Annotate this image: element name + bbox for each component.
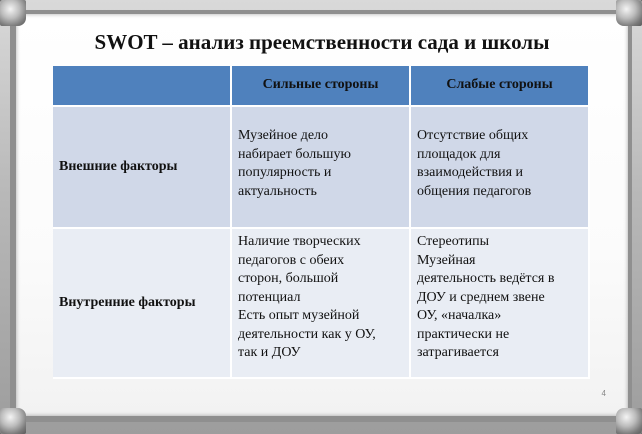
header-weaknesses: Слабые стороны xyxy=(410,66,589,106)
text-line: педагогов с обеих xyxy=(238,252,345,268)
row-label-external: Внешние факторы xyxy=(53,106,231,228)
table-header-row xyxy=(53,66,589,106)
cell-external-strengths xyxy=(231,106,410,228)
text-line: деятельности как у ОУ, xyxy=(238,326,376,342)
swot-table xyxy=(53,66,590,379)
text-line: общения педагогов xyxy=(417,183,532,199)
text-line: ДОУ и среднем звене xyxy=(417,289,545,305)
text-line: затрагивается xyxy=(417,345,499,360)
text-line: сторон, большой xyxy=(238,271,339,286)
text-line: потенциал xyxy=(238,289,301,305)
text-line: популярность и xyxy=(238,165,332,180)
text-line: Музейная xyxy=(417,252,476,268)
frame-corner-top-right xyxy=(616,0,642,26)
cell-external-weaknesses xyxy=(410,106,589,228)
text-line: практически не xyxy=(417,326,510,342)
text-line: деятельность ведётся в xyxy=(417,271,555,286)
text-line: актуальность xyxy=(238,183,317,199)
text-line: взаимодействия и xyxy=(417,165,523,180)
text-line: Отсутствие общих xyxy=(417,128,529,143)
header-cell-empty xyxy=(53,66,231,106)
text-line: Есть опыт музейной xyxy=(238,308,360,323)
text-line: так и ДОУ xyxy=(238,345,301,360)
header-strengths: Сильные стороны xyxy=(231,66,410,106)
frame-corner-bottom-left xyxy=(0,408,26,434)
slide-title: SWOT – анализ преемственности сада и школы xyxy=(94,30,550,54)
cell-internal-strengths xyxy=(231,228,410,378)
row-label-internal: Внутренние факторы xyxy=(53,228,231,378)
text-line: ОУ, «началка» xyxy=(417,308,502,323)
frame-corner-top-left xyxy=(0,0,26,26)
text-line: Музейное дело xyxy=(238,128,329,143)
text-line: Стереотипы xyxy=(417,234,490,249)
table-row-internal xyxy=(53,228,589,378)
frame-corner-bottom-right xyxy=(616,408,642,434)
text-line: Наличие творческих xyxy=(238,234,361,249)
text-line: набирает большую xyxy=(238,146,351,162)
text-line: площадок для xyxy=(417,146,501,162)
slide-number: 4 xyxy=(601,389,606,398)
table-row-external xyxy=(53,106,589,228)
cell-internal-weaknesses xyxy=(410,228,589,378)
